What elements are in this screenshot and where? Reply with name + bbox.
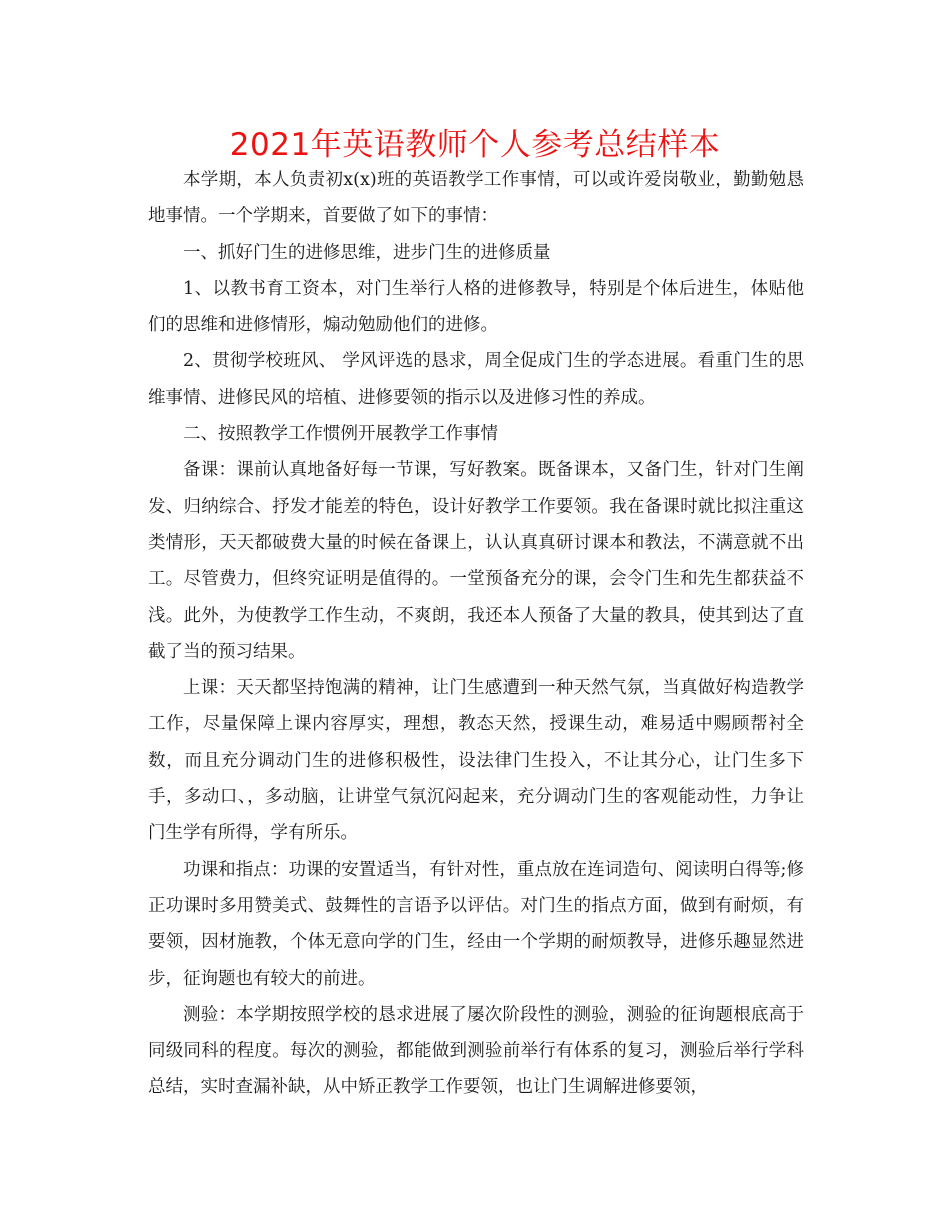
- paragraph-testing: 测验：本学期按照学校的恳求进展了屡次阶段性的测验，测验的征询题根底高于同级同科的程度。每次的测验，都能做到测验前举行有体系的复习，测验后举行学科总结，实时查漏补缺，从中矫正教学工作要领，也让门生调解进修要领，: [148, 1004, 804, 1098]
- paragraph-intro: 本学期，本人负责初x(x)班的英语教学工作事情，可以或许爱岗敬业，勤勤勉恳地事情。一个学期来，首要做了如下的事情：: [148, 170, 804, 227]
- section-heading-1: 一、抓好门生的进修思维，进步门生的进修质量: [183, 242, 551, 263]
- document-title: 2021年英语教师个人参考总结样本: [229, 127, 721, 163]
- document-body: [148, 162, 804, 1106]
- paragraph-teaching: 上课：天天都坚持饱满的精神，让门生感遭到一种天然气氛，当真做好构造教学工作，尽量保障上课内容厚实，理想，教态天然，授课生动，难易适中赐顾帮衬全数，而且充分调动门生的进修积极性，设法律门生投入，不让其分心，让门生多下手，多动口、，多动脑，让讲堂气氛沉闷起来，充分调动门生的客观能动性，力争让门生学有所得，学有所乐。: [148, 678, 804, 844]
- paragraph-homework: 功课和指点：功课的安置适当，有针对性，重点放在连词造句、阅读明白得等;修正功课时多用赞美式、鼓舞性的言语予以评估。对门生的指点方面，做到有耐烦，有要领，因材施教，个体无意向学的门生，经由一个学期的耐烦教导，进修乐趣显然进步，征询题也有较大的前进。: [148, 859, 804, 989]
- paragraph-item-1: 1、以教书育工资本，对门生举行人格的进修教导，特别是个体后进生，体贴他们的思维和进修情形，煽动勉励他们的进修。: [148, 278, 804, 336]
- paragraph-item-2: 2、贯彻学校班风、 学风评选的恳求，周全促成门生的学态进展。看重门生的思维事情、进修民风的培植、进修要领的指示以及进修习性的养成。: [148, 351, 804, 408]
- paragraph-lesson-prep: 备课：课前认真地备好每一节课，写好教案。既备课本，又备门生，针对门生阐发、归纳综合、抒发才能差的特色，设计好教学工作要领。我在备课时就比拟注重这类情形，天天都破费大量的时候在备课上，认认真真研讨课本和教法，不满意就不出工。尽管费力，但终究证明是值得的。一堂预备充分的课，会令门生和先生都获益不浅。此外，为使教学工作生动，不爽朗，我还本人预备了大量的教具，使其到达了直截了当的预习结果。: [148, 460, 804, 662]
- section-heading-2: 二、按照教学工作惯例开展教学工作事情: [183, 424, 498, 445]
